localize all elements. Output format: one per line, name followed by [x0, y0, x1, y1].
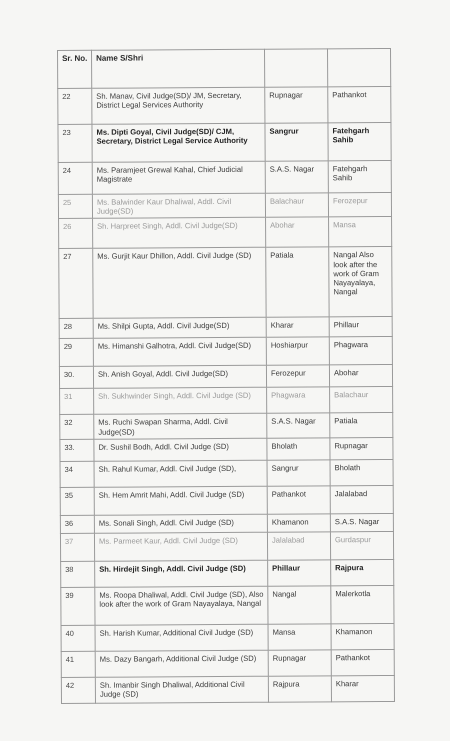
row-to-station: Phillaur [329, 317, 392, 337]
row-to-station: Gurdaspur [330, 531, 393, 559]
row-to-station: Bholath [330, 459, 393, 485]
table-row [60, 485, 393, 515]
row-sr-no: 30. [59, 367, 93, 389]
row-to-station: Fatehgarh Sahib [328, 122, 391, 160]
row-to-station: Rajpura [331, 559, 394, 585]
row-sr-no: 41 [61, 651, 95, 677]
row-sr-no: 37 [60, 533, 94, 561]
row-officer-name: Sh. Hirdejit Singh, Addl. Civil Judge (SD) [95, 560, 268, 587]
table-row [61, 559, 394, 587]
row-to-station: Jalalabad [330, 485, 393, 513]
row-to-station: Balachaur [330, 387, 393, 413]
row-from-station: Patiala [266, 247, 329, 317]
header-name: Name S/Shri [92, 49, 265, 88]
row-sr-no: 36 [60, 515, 94, 533]
transfer-list-sheet [57, 48, 394, 700]
row-from-station: S.A.S. Nagar [267, 413, 330, 438]
row-sr-no: 40 [61, 625, 95, 651]
row-officer-name: Ms. Balwinder Kaur Dhaliwal, Addl. Civil Judge(SD) [92, 193, 265, 218]
row-to-station: Khamanon [331, 623, 394, 649]
row-sr-no: 32 [60, 415, 94, 440]
row-sr-no: 26 [59, 219, 93, 249]
row-officer-name: Ms. Shilpi Gupta, Addl. Civil Judge(SD) [93, 318, 266, 339]
row-sr-no: 23 [58, 124, 92, 162]
table-row [60, 531, 393, 561]
row-sr-no: 33. [60, 439, 94, 461]
row-officer-name: Sh. Imanbir Singh Dhaliwal, Additional Civil Judge (SD) [95, 676, 268, 703]
row-to-station: Ferozepur [328, 192, 391, 217]
row-to-station: Pathankot [331, 649, 394, 675]
row-from-station: Hoshiarpur [266, 337, 329, 365]
row-officer-name: Ms. Roopa Dhaliwal, Addl. Civil Judge (SD), Also look after the work of Gram Nayayalaya, Nangal [95, 586, 268, 625]
row-from-station: Kharar [266, 317, 329, 337]
header-to [327, 48, 390, 86]
row-officer-name: Ms. Ruchi Swapan Sharma, Addl. Civil Judge(SD) [94, 414, 267, 439]
row-from-station: Ferozepur [266, 365, 329, 387]
transfer-table [57, 48, 395, 704]
row-officer-name: Ms. Sonali Singh, Addl. Civil Judge (SD) [94, 514, 267, 533]
table-row [61, 675, 394, 703]
row-sr-no: 29 [59, 339, 93, 367]
row-sr-no: 24 [58, 162, 92, 194]
table-row [60, 459, 393, 487]
row-officer-name: Sh. Rahul Kumar, Addl. Civil Judge (SD), [94, 460, 267, 487]
table-row [59, 217, 392, 249]
row-to-station: Patiala [330, 413, 393, 438]
row-sr-no: 34 [60, 461, 94, 487]
row-sr-no: 42 [61, 677, 95, 703]
row-to-station: Nangal Also look after the work of Gram Nayayalaya, Nangal [329, 247, 392, 317]
row-officer-name: Ms. Gurjit Kaur Dhillon, Addl. Civil Judge (SD) [93, 248, 266, 319]
row-from-station: Sangrur [267, 460, 330, 486]
row-from-station: Mansa [268, 624, 331, 650]
row-sr-no: 38 [61, 561, 95, 587]
table-row [59, 365, 392, 389]
row-from-station: Phillaur [268, 560, 331, 586]
row-from-station: S.A.S. Nagar [265, 161, 328, 193]
row-officer-name: Sh. Harpreet Singh, Addl. Civil Judge(SD) [93, 218, 266, 249]
table-row [61, 623, 394, 651]
row-from-station: Bholath [267, 438, 330, 460]
table-row [59, 317, 392, 339]
row-from-station: Khamanon [267, 514, 330, 532]
table-row [61, 585, 394, 625]
row-officer-name: Sh. Anish Goyal, Addl. Civil Judge(SD) [93, 366, 266, 389]
table-header-row [58, 48, 391, 88]
row-sr-no: 35 [60, 487, 94, 515]
row-to-station: Pathankot [328, 86, 391, 122]
table-row [61, 649, 394, 677]
row-officer-name: Ms. Dipti Goyal, Civil Judge(SD)/ CJM, Secretary, District Legal Service Authority [92, 123, 265, 162]
row-from-station: Nangal [268, 586, 331, 624]
row-officer-name: Sh. Harish Kumar, Additional Civil Judge (SD) [95, 624, 268, 651]
table-row [60, 413, 393, 439]
row-from-station: Sangrur [265, 123, 328, 161]
row-sr-no: 22 [58, 88, 92, 124]
row-to-station: Kharar [331, 675, 394, 701]
table-row [58, 192, 391, 218]
header-from [264, 49, 327, 87]
table-row [58, 122, 391, 162]
row-officer-name: Ms. Dazy Bangarh, Additional Civil Judge (SD) [95, 650, 268, 677]
table-row [59, 337, 392, 367]
table-row [58, 86, 391, 124]
row-from-station: Phagwara [267, 387, 330, 413]
row-sr-no: 28 [59, 319, 93, 339]
row-to-station: Rupnagar [330, 437, 393, 459]
table-row [60, 513, 393, 533]
row-to-station: Mansa [329, 217, 392, 247]
row-from-station: Rupnagar [265, 87, 328, 123]
row-sr-no: 39 [61, 587, 95, 625]
row-officer-name: Sh. Hem Amrit Mahi, Addl. Civil Judge (SD) [94, 486, 267, 515]
row-officer-name: Sh. Sukhwinder Singh, Addl. Civil Judge (SD) [94, 388, 267, 415]
row-officer-name: Ms. Paramjeet Grewal Kahal, Chief Judicial Magistrate [92, 161, 265, 194]
row-from-station: Abohar [266, 217, 329, 247]
row-sr-no: 27 [59, 249, 93, 319]
row-sr-no: 25 [58, 194, 92, 219]
row-officer-name: Dr. Sushil Bodh, Addl. Civil Judge (SD) [94, 438, 267, 461]
row-from-station: Jalalabad [267, 532, 330, 560]
row-from-station: Balachaur [265, 193, 328, 218]
row-to-station: Malerkotla [331, 585, 394, 623]
row-officer-name: Sh. Manav, Civil Judge(SD)/ JM, Secretary, District Legal Services Authority [92, 87, 265, 124]
row-officer-name: Ms. Parmeet Kaur, Addl. Civil Judge (SD) [94, 532, 267, 561]
table-row [58, 160, 391, 194]
table-row [60, 437, 393, 461]
row-sr-no: 31 [60, 389, 94, 415]
table-row [60, 387, 393, 415]
row-from-station: Pathankot [267, 486, 330, 514]
row-officer-name: Ms. Himanshi Galhotra, Addl. Civil Judge(SD) [93, 338, 266, 367]
row-to-station: Phagwara [329, 337, 392, 365]
row-to-station: Fatehgarh Sahib [328, 160, 391, 192]
row-from-station: Rupnagar [268, 650, 331, 676]
header-sr-no: Sr. No. [58, 50, 92, 88]
row-to-station: Abohar [329, 365, 392, 387]
row-to-station: S.A.S. Nagar [330, 513, 393, 531]
table-row [59, 247, 392, 319]
row-from-station: Rajpura [268, 676, 331, 702]
